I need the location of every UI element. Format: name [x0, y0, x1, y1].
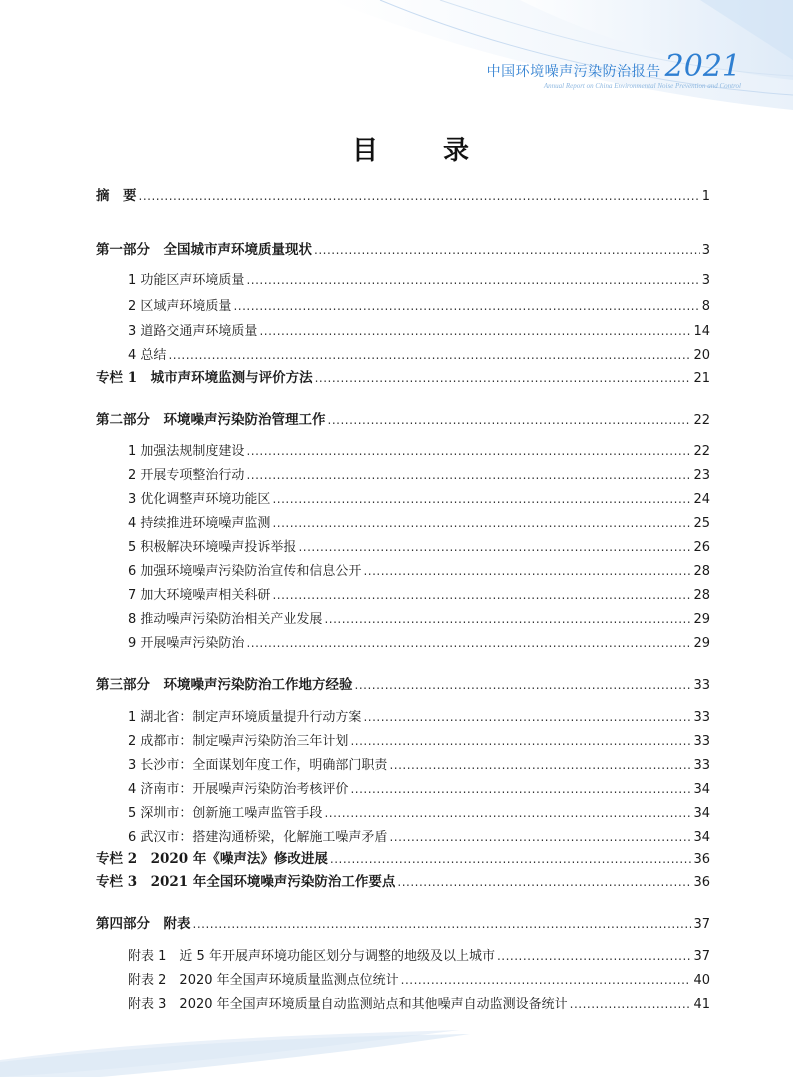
toc-entry-number: 4: [128, 348, 137, 363]
toc-page-number: 29: [693, 636, 710, 651]
toc-entry[interactable]: [96, 240, 710, 260]
toc-entry-text: 专栏 1 城市声环境监测与评价方法: [96, 370, 313, 386]
toc-entry-label: [128, 538, 296, 558]
toc-entry-text: 第四部分 附表: [96, 916, 191, 932]
toc-entry[interactable]: [96, 914, 710, 934]
toc-leader-dots: [570, 994, 692, 1014]
toc-entry-label: [128, 562, 361, 582]
toc-entry-text: 道路交通声环境质量: [140, 324, 258, 339]
toc-leader-dots: [324, 609, 691, 629]
toc-page-number: 33: [693, 678, 710, 693]
toc-entry-label: [128, 756, 387, 776]
toc-leader-dots: [350, 731, 691, 751]
toc-entry-number: 2: [128, 468, 137, 483]
toc-page-number: 1: [701, 189, 710, 204]
toc-page-number: 3: [701, 273, 710, 288]
toc-entry-number: 8: [128, 612, 137, 627]
toc-page-number: 28: [693, 564, 710, 579]
toc-page-number: 37: [693, 917, 710, 932]
toc-entry-label: [96, 914, 191, 934]
toc-entry-number: 5: [128, 806, 137, 821]
toc-entry-number: 附表 2: [128, 973, 167, 988]
toc-entry-label: [96, 675, 353, 695]
toc-entry[interactable]: [96, 849, 710, 869]
toc-entry-number: 7: [128, 588, 137, 603]
toc-entry-text: 第一部分 全国城市声环境质量现状: [96, 242, 312, 258]
toc-page-number: 34: [693, 806, 710, 821]
toc-entry-text: 总结: [140, 348, 167, 363]
toc-entry-text: 济南市：开展噪声污染防治考核评价: [140, 782, 349, 797]
toc-entry-text: 长沙市：全面谋划年度工作，明确部门职责: [140, 758, 388, 773]
toc-leader-dots: [330, 849, 692, 869]
toc-entry-text: 推动噪声污染防治相关产业发展: [140, 612, 323, 627]
toc-entry-text: 专栏 2 2020 年《噪声法》修改进展: [96, 851, 328, 867]
toc-entry-number: 6: [128, 564, 137, 579]
toc-entry-text: 优化调整声环境功能区: [140, 492, 271, 507]
toc-entry-text: 加强环境噪声污染防治宣传和信息公开: [140, 564, 362, 579]
toc-entry-label: [128, 708, 361, 728]
toc-leader-dots: [314, 240, 700, 260]
toc-entry[interactable]: [96, 368, 710, 388]
toc-entry-text: 持续推进环境噪声监测: [140, 516, 271, 531]
toc-entry-text: 第三部分 环境噪声污染防治工作地方经验: [96, 677, 353, 693]
toc-entry[interactable]: [96, 441, 710, 461]
toc-entry[interactable]: [96, 803, 710, 823]
toc-entry[interactable]: [96, 609, 710, 629]
toc-entry-label: [128, 466, 244, 486]
toc-entry-label: [96, 240, 312, 260]
toc-entry-label: [96, 410, 326, 430]
toc-entry-number: 6: [128, 830, 137, 845]
toc-entry[interactable]: [96, 755, 710, 775]
toc-entry-text: 成都市：制定噪声污染防治三年计划: [140, 734, 349, 749]
toc-leader-dots: [363, 707, 691, 727]
toc-entry[interactable]: [96, 489, 710, 509]
toc-entry-text: 积极解决环境噪声投诉举报: [140, 540, 297, 555]
toc-leader-dots: [233, 296, 699, 316]
toc-entry-label: [128, 490, 270, 510]
toc-entry-label: [128, 780, 348, 800]
toc-entry-label: [96, 849, 328, 869]
toc-entry-number: 附表 3: [128, 997, 167, 1012]
report-year: 2021: [664, 49, 741, 84]
toc-entry[interactable]: [96, 946, 710, 966]
toc-page-number: 40: [693, 973, 710, 988]
toc-entry-label: [128, 322, 257, 342]
toc-entry[interactable]: [96, 872, 710, 892]
toc-page-number: 20: [693, 348, 710, 363]
toc-page-number: 24: [693, 492, 710, 507]
toc-leader-dots: [328, 410, 692, 430]
toc-entry-label: [128, 634, 244, 654]
toc-entry-text: 2020 年全国声环境质量自动监测站点和其他噪声自动监测设备统计: [179, 997, 568, 1012]
toc-entry-label: [128, 732, 348, 752]
toc-entry-text: 近 5 年开展声环境功能区划分与调整的地级及以上城市: [179, 949, 495, 964]
toc-entry-label: [128, 804, 322, 824]
page-title: 目 录: [351, 136, 498, 166]
toc-entry-text: 加强法规制度建设: [140, 444, 245, 459]
toc-leader-dots: [350, 779, 691, 799]
toc-entry-label: [128, 947, 495, 967]
toc-page-number: 8: [701, 299, 710, 314]
toc-entry[interactable]: [96, 970, 710, 990]
toc-page-number: 33: [693, 758, 710, 773]
toc-page-number: 33: [693, 734, 710, 749]
toc-entry-label: [128, 514, 270, 534]
toc-entry-number: 附表 1: [128, 949, 167, 964]
toc-entry-text: 第二部分 环境噪声污染防治管理工作: [96, 412, 326, 428]
toc-entry-number: 4: [128, 782, 137, 797]
report-subtitle: Annual Report on China Environmental Noise Prevention and Control: [543, 82, 741, 90]
report-title: 中国环境噪声污染防治报告: [486, 64, 661, 80]
toc-page-number: 29: [693, 612, 710, 627]
toc-entry-number: 3: [128, 758, 137, 773]
toc-entry-text: 专栏 3 2021 年全国环境噪声污染防治工作要点: [96, 874, 396, 890]
toc-leader-dots: [246, 270, 699, 290]
report-header: [486, 49, 741, 90]
toc-entry[interactable]: [96, 296, 710, 316]
toc-entry[interactable]: [96, 410, 710, 430]
toc-leader-dots: [193, 914, 692, 934]
toc-entry-number: 9: [128, 636, 137, 651]
toc-leader-dots: [389, 755, 691, 775]
toc-entry[interactable]: [96, 465, 710, 485]
toc-leader-dots: [272, 585, 691, 605]
toc-entry-number: 1: [128, 444, 137, 459]
toc-entry-text: 加大环境噪声相关科研: [140, 588, 271, 603]
toc-entry[interactable]: [96, 675, 710, 695]
toc-page-number: 36: [693, 875, 710, 890]
toc-entry-text: 湖北省：制定声环境质量提升行动方案: [140, 710, 362, 725]
toc-leader-dots: [363, 561, 691, 581]
toc-entry[interactable]: [96, 186, 710, 206]
toc-page-number: 21: [693, 371, 710, 386]
toc-page-number: 36: [693, 852, 710, 867]
toc-leader-dots: [355, 675, 692, 695]
toc-entry-label: [128, 297, 231, 317]
toc-entry-number: 2: [128, 299, 137, 314]
toc-leader-dots: [401, 970, 692, 990]
toc-page-number: 33: [693, 710, 710, 725]
toc-page-number: 23: [693, 468, 710, 483]
toc-entry-number: 4: [128, 516, 137, 531]
toc-page-number: 22: [693, 444, 710, 459]
toc-entry[interactable]: [96, 537, 710, 557]
toc-page-number: 22: [693, 413, 710, 428]
toc-leader-dots: [246, 441, 691, 461]
toc-leader-dots: [324, 803, 691, 823]
toc-entry-number: 1: [128, 273, 137, 288]
toc-entry[interactable]: [96, 731, 710, 751]
toc-entry-text: 区域声环境质量: [140, 299, 232, 314]
toc-page-number: 34: [693, 782, 710, 797]
toc-entry-text: 武汉市：搭建沟通桥梁，化解施工噪声矛盾: [140, 830, 388, 845]
toc-leader-dots: [389, 827, 691, 847]
toc-entry[interactable]: [96, 779, 710, 799]
toc-entry-label: [128, 586, 270, 606]
toc-leader-dots: [139, 186, 700, 206]
toc-entry-label: [128, 828, 387, 848]
toc-entry-label: [128, 610, 322, 630]
toc-entry[interactable]: [96, 345, 710, 365]
toc-entry-label: [96, 872, 395, 892]
toc-entry-label: [96, 368, 313, 388]
toc-entry[interactable]: [96, 994, 710, 1014]
toc-leader-dots: [168, 345, 691, 365]
toc-entry-label: [128, 442, 244, 462]
toc-entry-number: 2: [128, 734, 137, 749]
toc-entry-number: 1: [128, 710, 137, 725]
toc-entry-number: 3: [128, 492, 137, 507]
toc-entry-number: 5: [128, 540, 137, 555]
toc-leader-dots: [315, 368, 692, 388]
toc-page-number: 37: [693, 949, 710, 964]
toc-entry-label: [128, 271, 244, 291]
toc-entry[interactable]: [96, 585, 710, 605]
toc-leader-dots: [246, 465, 691, 485]
toc-entry-text: 功能区声环境质量: [140, 273, 245, 288]
toc-leader-dots: [497, 946, 691, 966]
toc-entry-text: 开展噪声污染防治: [140, 636, 245, 651]
toc-entry-label: [96, 186, 137, 206]
toc-entry-text: 开展专项整治行动: [140, 468, 245, 483]
toc-entry[interactable]: [96, 633, 710, 653]
toc-entry[interactable]: [96, 513, 710, 533]
toc-entry[interactable]: [96, 321, 710, 341]
toc-entry-text: 深圳市：创新施工噪声监管手段: [140, 806, 323, 821]
toc-leader-dots: [272, 489, 691, 509]
toc-leader-dots: [259, 321, 691, 341]
toc-entry-label: [128, 995, 568, 1015]
toc-page-number: 25: [693, 516, 710, 531]
toc-page-number: 14: [693, 324, 710, 339]
toc-leader-dots: [298, 537, 691, 557]
toc-leader-dots: [246, 633, 691, 653]
toc-leader-dots: [272, 513, 691, 533]
toc-entry-label: [128, 971, 399, 991]
toc-page-number: 26: [693, 540, 710, 555]
toc-leader-dots: [397, 872, 691, 892]
toc-entry[interactable]: [96, 827, 710, 847]
toc-entry-number: 3: [128, 324, 137, 339]
toc-entry[interactable]: [96, 561, 710, 581]
toc-entry-text: 2020 年全国声环境质量监测点位统计: [179, 973, 399, 988]
toc-entry[interactable]: [96, 707, 710, 727]
toc-entry-label: [128, 346, 166, 366]
toc-page-number: 28: [693, 588, 710, 603]
toc-page-number: 3: [701, 243, 710, 258]
toc-entry-text: 摘 要: [96, 188, 137, 204]
toc-entry[interactable]: [96, 270, 710, 290]
toc-page-number: 41: [693, 997, 710, 1012]
toc-page-number: 34: [693, 830, 710, 845]
